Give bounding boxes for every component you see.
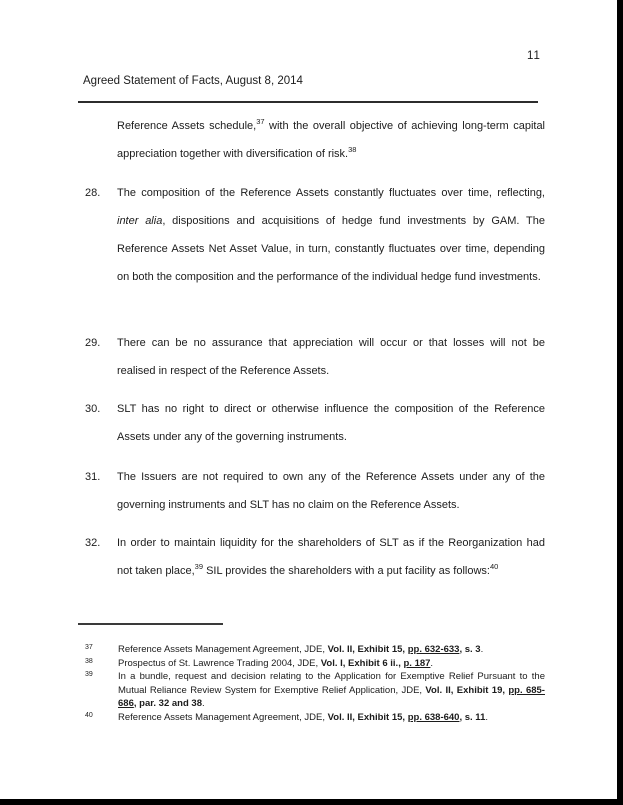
paragraph-number: 28. xyxy=(85,187,101,199)
footnote-40 xyxy=(83,711,545,725)
header-rule xyxy=(78,101,538,103)
paragraph-text-segment: SIL provides the shareholders with a put facility as follows: xyxy=(203,565,490,577)
paragraph-text-segment: , dispositions and acquisitions of hedge fund investments by GAM. The Reference Assets Net Asset Value, in turn, constantly fluctuates over time, depending on both the composition and the performance of the individual hedge fund investments. xyxy=(117,215,545,283)
document-header-title: Agreed Statement of Facts, August 8, 2014 xyxy=(83,75,303,87)
citation-page-reference: p. 187 xyxy=(403,657,431,669)
footnote-37 xyxy=(83,643,545,657)
footnote-ref-39: 39 xyxy=(194,562,204,571)
citation-volume-exhibit: Vol. II, Exhibit 19, xyxy=(425,684,509,696)
footnote-number: 40 xyxy=(85,711,93,719)
paragraph-text-segment: In order to maintain liquidity for the shareholders of SLT as if the Reorganization had not taken place, xyxy=(117,537,545,577)
paragraph-text: Reference Assets schedule, xyxy=(117,120,257,132)
scan-edge-right xyxy=(617,0,623,805)
citation-volume-exhibit: Vol. II, Exhibit 15, xyxy=(327,711,408,723)
latin-phrase: inter alia xyxy=(117,215,163,227)
citation-section: , s. 11 xyxy=(459,711,486,723)
paragraph-number: 29. xyxy=(85,337,101,349)
paragraph-text xyxy=(117,179,545,291)
citation-page-reference: pp. 638-640 xyxy=(407,711,460,723)
citation-page-reference: pp. 632-633 xyxy=(407,644,460,655)
fn-text-segment: Reference Assets Management Agreement, JDE, xyxy=(118,711,328,723)
paragraph-29 xyxy=(83,329,545,385)
footnotes-section xyxy=(83,643,545,724)
footnote-38 xyxy=(83,657,545,671)
footnote-number: 39 xyxy=(85,671,93,678)
citation-volume-exhibit: Vol. I, Exhibit 6 ii., xyxy=(320,657,404,669)
footnote-separator-rule xyxy=(78,623,223,625)
footnote-ref-40: 40 xyxy=(489,562,499,571)
fn-text-segment: . xyxy=(485,711,488,723)
paragraph-number: 32. xyxy=(85,537,101,549)
footnote-text xyxy=(118,657,545,671)
footnote-number: 37 xyxy=(85,644,93,651)
paragraph-text-segment: The composition of the Reference Assets constantly fluctuates over time, reflecting, xyxy=(117,187,545,199)
footnote-text xyxy=(118,643,545,657)
footnote-text xyxy=(118,711,545,725)
citation-page-reference: pp. 685-686 xyxy=(118,684,545,709)
fn-text-segment: . xyxy=(430,657,434,669)
footnote-number: 38 xyxy=(85,657,93,665)
paragraph-continuation xyxy=(117,112,545,168)
scan-edge-bottom xyxy=(0,799,623,805)
paragraph-text: with the overall objective of achieving long-term capital appreciation together with diversification of risk. xyxy=(117,120,546,160)
paragraph-text xyxy=(117,529,545,585)
fn-text-segment: . xyxy=(201,698,205,709)
footnote-39 xyxy=(83,670,545,711)
fn-text-segment: In a bundle, request and decision relating to the Application for Exemptive Relief Pursuant to the Mutual Reliance Review System for Exemptive Relief Application, JDE, xyxy=(118,671,545,696)
footnote-ref-37: 37 xyxy=(256,117,265,126)
paragraph-30 xyxy=(83,395,545,451)
page-number: 11 xyxy=(527,50,541,62)
fn-text-segment: Prospectus of St. Lawrence Trading 2004, JDE, xyxy=(118,657,321,669)
paragraph-32 xyxy=(83,529,545,585)
paragraph-31 xyxy=(83,463,545,519)
fn-text-segment: . xyxy=(480,644,484,655)
paragraph-number: 31. xyxy=(85,471,101,483)
paragraph-28 xyxy=(83,179,545,291)
citation-section: , par. 32 and 38 xyxy=(133,698,202,709)
footnote-text xyxy=(118,670,545,711)
paragraph-text: There can be no assurance that appreciation will occur or that losses will not be realised in respect of the Reference Assets. xyxy=(117,337,545,377)
paragraph-text: SLT has no right to direct or otherwise influence the composition of the Reference Assets under any of the governing instruments. xyxy=(117,403,545,443)
citation-volume-exhibit: Vol. II, Exhibit 15, xyxy=(327,644,408,655)
fn-text-segment: Reference Assets Management Agreement, JDE, xyxy=(118,644,328,655)
footnote-ref-38: 38 xyxy=(348,145,357,154)
paragraph-number: 30. xyxy=(85,403,101,415)
citation-section: , s. 3 xyxy=(459,644,481,655)
paragraph-text: The Issuers are not required to own any of the Reference Assets under any of the governing instruments and SLT has no claim on the Reference Assets. xyxy=(117,471,545,511)
